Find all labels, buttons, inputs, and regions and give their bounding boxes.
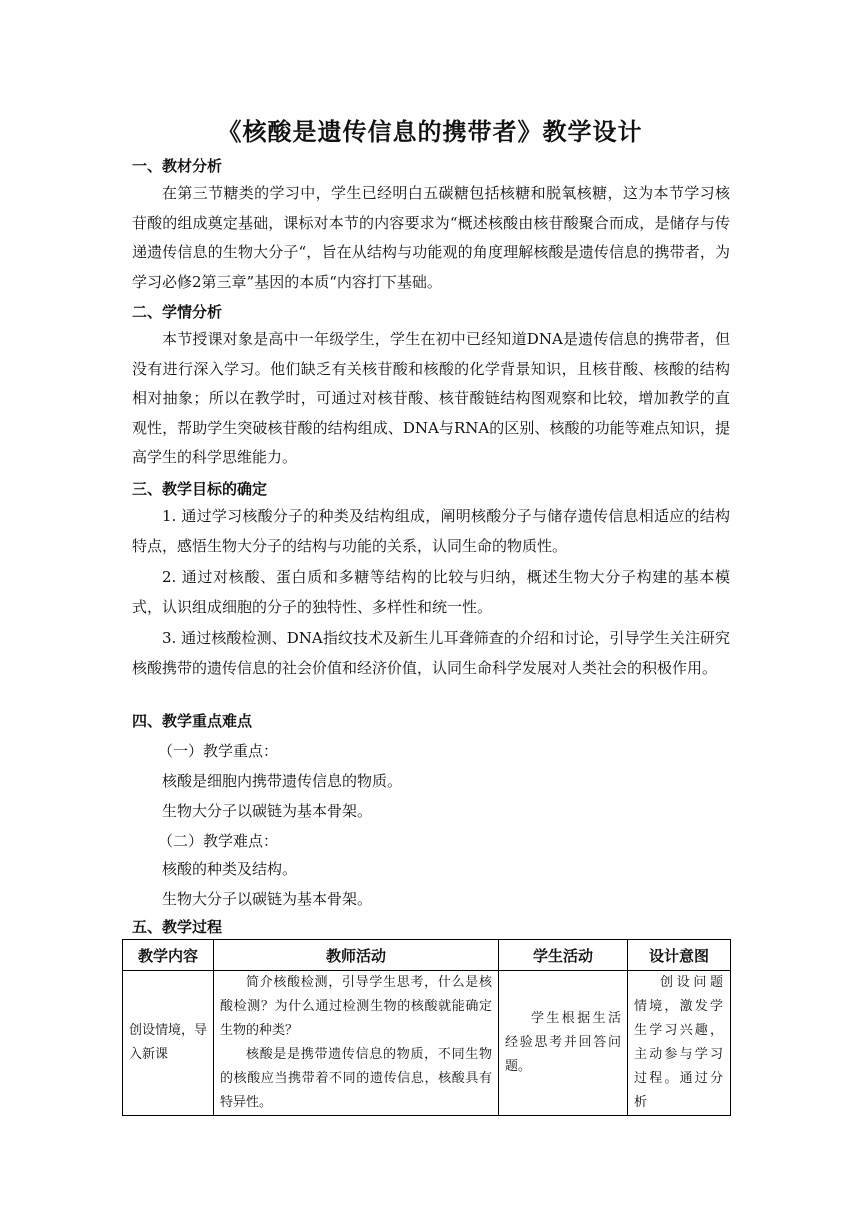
goal-item-1: 1. 通过学习核酸分子的种类及结构组成，阐明核酸分子与储存遗传信息相适应的结构特点，感悟生物大分子的结构与功能的关系，认同生命的物质性。	[132, 507, 730, 555]
section-paragraph-textbook-analysis: 在第三节糖类的学习中，学生已经明白五碳糖包括核糖和脱氧核糖，这为本节学习核苷酸的组成奠定基础，课标对本节的内容要求为“概述核酸由核苷酸聚合而成，是储存与传递遗传信息的生物大分子“，旨在从结构与功能观的角度理解核酸是遗传信息的携带者，为学习必修2第三章”基因的本质“内容打下基础。	[132, 184, 730, 291]
column-header: 教学内容	[123, 940, 214, 971]
goal-item-2: 2. 通过对核酸、蛋白质和多糖等结构的比较与归纳，概述生物大分子构建的基本模式，认识组成细胞的分子的独特性、多样性和统一性。	[132, 568, 730, 616]
key-points-label: （一）教学重点：	[158, 742, 279, 760]
section-heading-teaching-process: 五、教学过程	[132, 918, 223, 936]
column-header: 学生活动	[499, 940, 628, 971]
table-row	[123, 971, 731, 1116]
difficult-point-item-1: 核酸的种类及结构。	[162, 860, 298, 878]
cell-teacher-activity	[214, 971, 499, 1116]
section-heading-textbook-analysis: 一、教材分析	[132, 157, 223, 175]
difficult-point-item-2: 生物大分子以碳链为基本骨架。	[162, 890, 373, 908]
teacher-activity-paragraph: 简介核酸检测，引导学生思考，什么是核酸检测？为什么通过检测生物的核酸就能确定生物的种类？	[220, 975, 492, 1038]
column-header: 教师活动	[214, 940, 499, 971]
cell-design-intent	[628, 971, 731, 1116]
design-intent-text: 创设问题情境，激发学生学习兴趣，主动参与学习过程。通过分析	[634, 975, 724, 1110]
document-title: 《核酸是遗传信息的携带者》教学设计	[217, 117, 643, 146]
section-paragraph-learner-analysis: 本节授课对象是高中一年级学生，学生在初中已经知道DNA是遗传信息的携带者，但没有进行深入学习。他们缺乏有关核苷酸和核酸的化学背景知识，且核苷酸、核酸的结构相对抽象；所以在教学时，可通过对核苷酸、核苷酸链结构图观察和比较，增加教学的直观性，帮助学生突破核苷酸的结构组成、DNA与RNA的区别、核酸的功能等难点知识，提高学生的科学思维能力。	[132, 330, 730, 467]
teacher-activity-paragraph: 核酸是是携带遗传信息的物质，不同生物的核酸应当携带着不同的遗传信息，核酸具有特异性。	[220, 1047, 492, 1110]
column-header: 设计意图	[628, 940, 731, 971]
teaching-process-table	[122, 939, 731, 1116]
difficult-points-label: （二）教学难点：	[158, 832, 279, 850]
key-point-item-1: 核酸是细胞内携带遗传信息的物质。	[162, 772, 403, 790]
cell-student-activity	[499, 971, 628, 1116]
section-heading-learner-analysis: 二、学情分析	[132, 303, 223, 321]
table-header-row	[123, 940, 731, 971]
section-heading-teaching-goals: 三、教学目标的确定	[132, 480, 268, 498]
goal-item-3: 3. 通过核酸检测、DNA指纹技术及新生儿耳聋筛查的介绍和讨论，引导学生关注研究核酸携带的遗传信息的社会价值和经济价值，认同生命科学发展对人类社会的积极作用。	[132, 629, 730, 677]
student-activity-text: 学生根据生活经验思考并回答问题。	[505, 1011, 621, 1074]
section-heading-key-points: 四、教学重点难点	[132, 712, 253, 730]
cell-teaching-content: 创设情境，导入新课	[123, 971, 214, 1116]
key-point-item-2: 生物大分子以碳链为基本骨架。	[162, 802, 373, 820]
